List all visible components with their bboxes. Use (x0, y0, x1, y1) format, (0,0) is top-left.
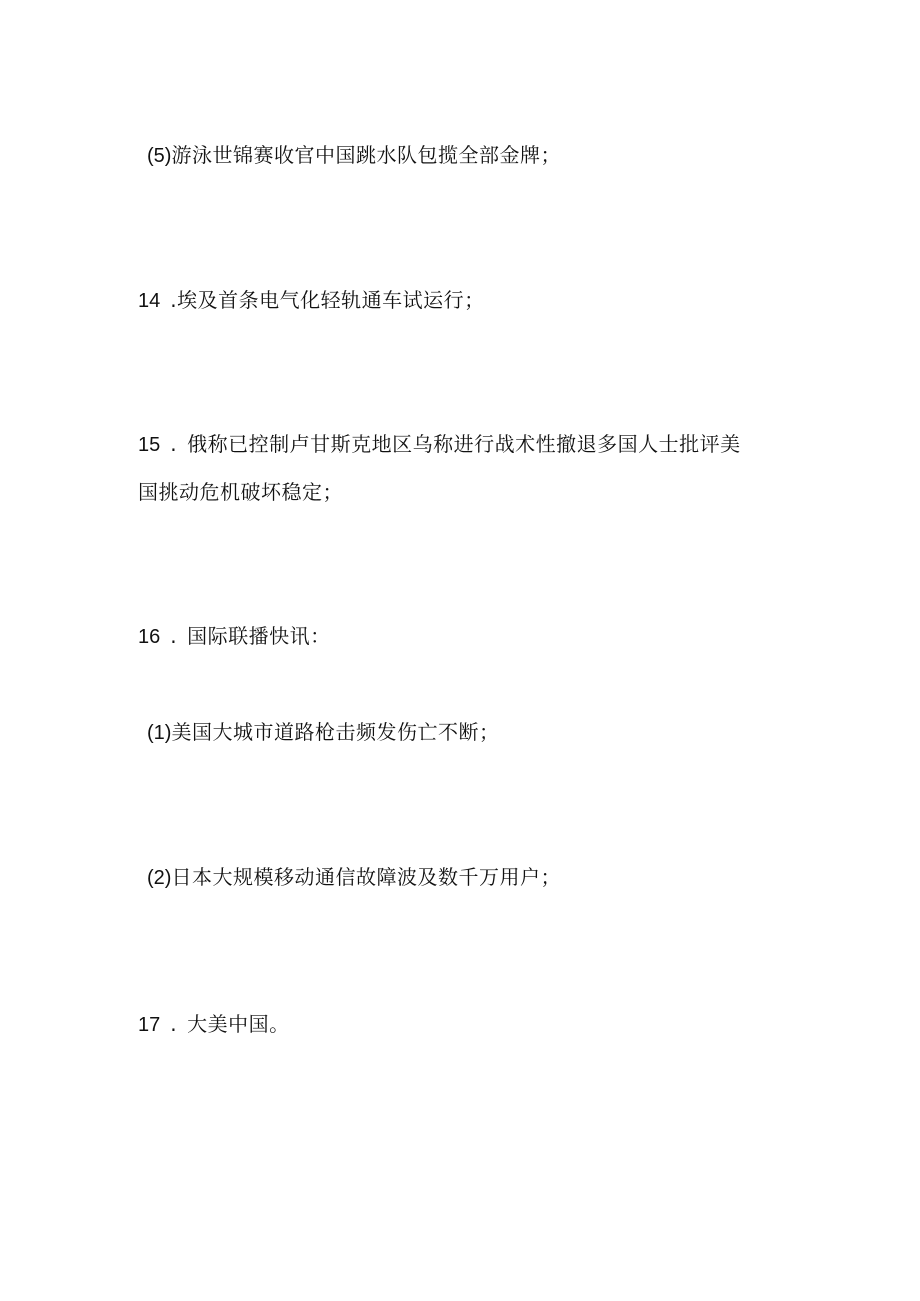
item-number: 17 (138, 1014, 161, 1036)
item-text: 大美中国。 (187, 1012, 290, 1036)
item-separator: . (170, 1012, 178, 1036)
item-marker: (2) (147, 867, 172, 889)
list-item (138, 422, 741, 467)
item-number: 16 (138, 626, 161, 648)
item-separator: . (170, 432, 178, 456)
list-item-continuation (138, 470, 343, 514)
item-separator: . (170, 288, 178, 312)
item-text: 日本大规模移动通信故障波及数千万用户； (171, 865, 561, 889)
item-text: 国际联播快讯： (187, 624, 331, 648)
item-text: 美国大城市道路枪击频发伤亡不断； (171, 720, 500, 744)
list-item (138, 1002, 290, 1047)
item-number: 14 (138, 290, 161, 312)
item-text: 埃及首条电气化轻轨通车试运行； (177, 288, 485, 312)
list-item (147, 710, 499, 755)
item-text: 国挑动危机破坏稳定； (138, 480, 343, 504)
item-text: 游泳世锦赛收官中国跳水队包揽全部金牌； (171, 143, 561, 167)
item-number: 15 (138, 434, 161, 456)
list-item (138, 278, 485, 323)
list-item (147, 855, 561, 900)
list-item (138, 614, 331, 659)
item-marker: (5) (147, 145, 172, 167)
item-marker: (1) (147, 722, 172, 744)
item-separator: . (170, 624, 178, 648)
item-text: 俄称已控制卢甘斯克地区乌称进行战术性撤退多国人士批评美 (187, 432, 741, 456)
list-item (147, 133, 561, 178)
